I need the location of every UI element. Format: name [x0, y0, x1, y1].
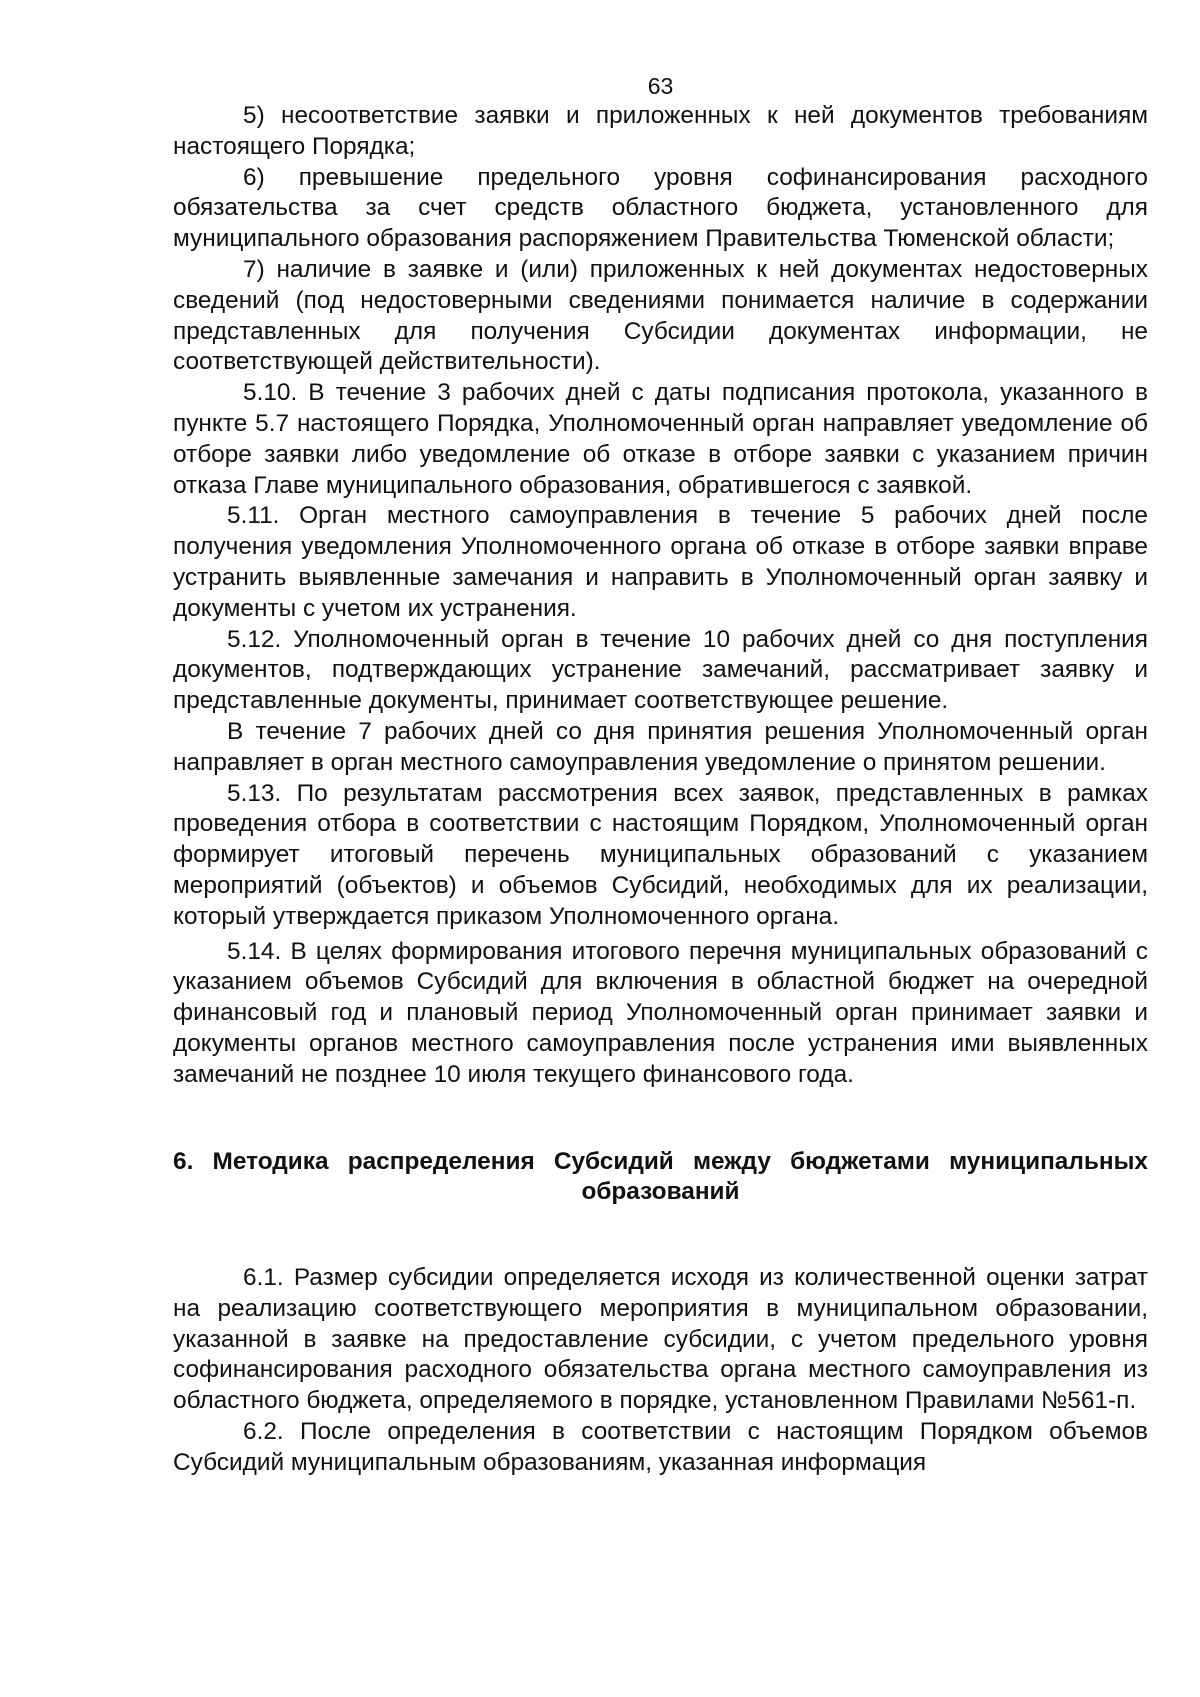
- paragraph-item-7: 7) наличие в заявке и (или) приложенных к ней документах недостоверных сведений (под недостоверными сведениями понимается наличие в содержании представленных для получения Субсидии документах информации, не соответствующей действительности).: [173, 255, 1148, 376]
- page-number: 63: [647, 73, 674, 99]
- paragraph-6-2: 6.2. После определения в соответствии с настоящим Порядком объемов Субсидий муниципальным образованиям, указанная информация: [173, 1418, 1148, 1476]
- paragraph-5-11: 5.11. Орган местного самоуправления в течение 5 рабочих дней после получения уведомления Уполномоченного органа об отказе в отборе заявки вправе устранить выявленные замечания и направить в Уполномоченный орган заявку и документы с учетом их устранения.: [173, 502, 1148, 622]
- section-heading: [173, 1147, 1148, 1209]
- paragraph-5-12-notice: В течение 7 рабочих дней со дня принятия решения Уполномоченный орган направляет в орган местного самоуправления уведомление о принятом решении.: [173, 717, 1148, 776]
- paragraph-5-12: 5.12. Уполномоченный орган в течение 10 рабочих дней со дня поступления документов, подтверждающих устранение замечаний, рассматривает заявку и представленные документы, принимает соответствующее решение.: [173, 625, 1148, 715]
- paragraph-6-1: 6.1. Размер субсидии определяется исходя из количественной оценки затрат на реализацию соответствующего мероприятия в муниципальном образовании, указанной в заявке на предоставление субсидии, с учетом предельного уровня софинансирования расходного обязательства органа местного самоуправления из областного бюджета, определяемого в порядке, установленном Правилами №561-п.: [173, 1264, 1148, 1415]
- paragraph-item-6: 6) превышение предельного уровня софинансирования расходного обязательства за счет средств областного бюджета, установленного для муниципального образования распоряжением Правительства Тюменской области;: [173, 163, 1148, 253]
- section-heading-line-2: образований: [581, 1178, 740, 1206]
- document-page: [173, 72, 1148, 1479]
- paragraph-5-13: 5.13. По результатам рассмотрения всех заявок, представленных в рамках проведения отбора в соответствии с настоящим Порядком, Уполномоченный орган формирует итоговый перечень муниципальных образований с указанием мероприятий (объектов) и объемов Субсидий, необходимых для их реализации, который утверждается приказом Уполномоченного органа.: [173, 779, 1148, 930]
- paragraph-item-5: 5) несоответствие заявки и приложенных к ней документов требованиям настоящего Порядка;: [173, 102, 1148, 160]
- paragraph-5-10: 5.10. В течение 3 рабочих дней с даты подписания протокола, указанного в пункте 5.7 настоящего Порядка, Уполномоченный орган направляет уведомление об отборе заявки либо уведомление об отказе в отборе заявки с указанием причин отказа Главе муниципального образования, обратившегося с заявкой.: [173, 379, 1148, 499]
- paragraph-5-14: 5.14. В целях формирования итогового перечня муниципальных образований с указанием объемов Субсидий для включения в областной бюджет на очередной финансовый год и плановый период Уполномоченный орган принимает заявки и документы органов местного самоуправления после устранения ими выявленных замечаний не позднее 10 июля текущего финансового года.: [173, 937, 1148, 1088]
- section-heading-line-1: 6. Методика распределения Субсидий между бюджетами муниципальных: [173, 1147, 1148, 1175]
